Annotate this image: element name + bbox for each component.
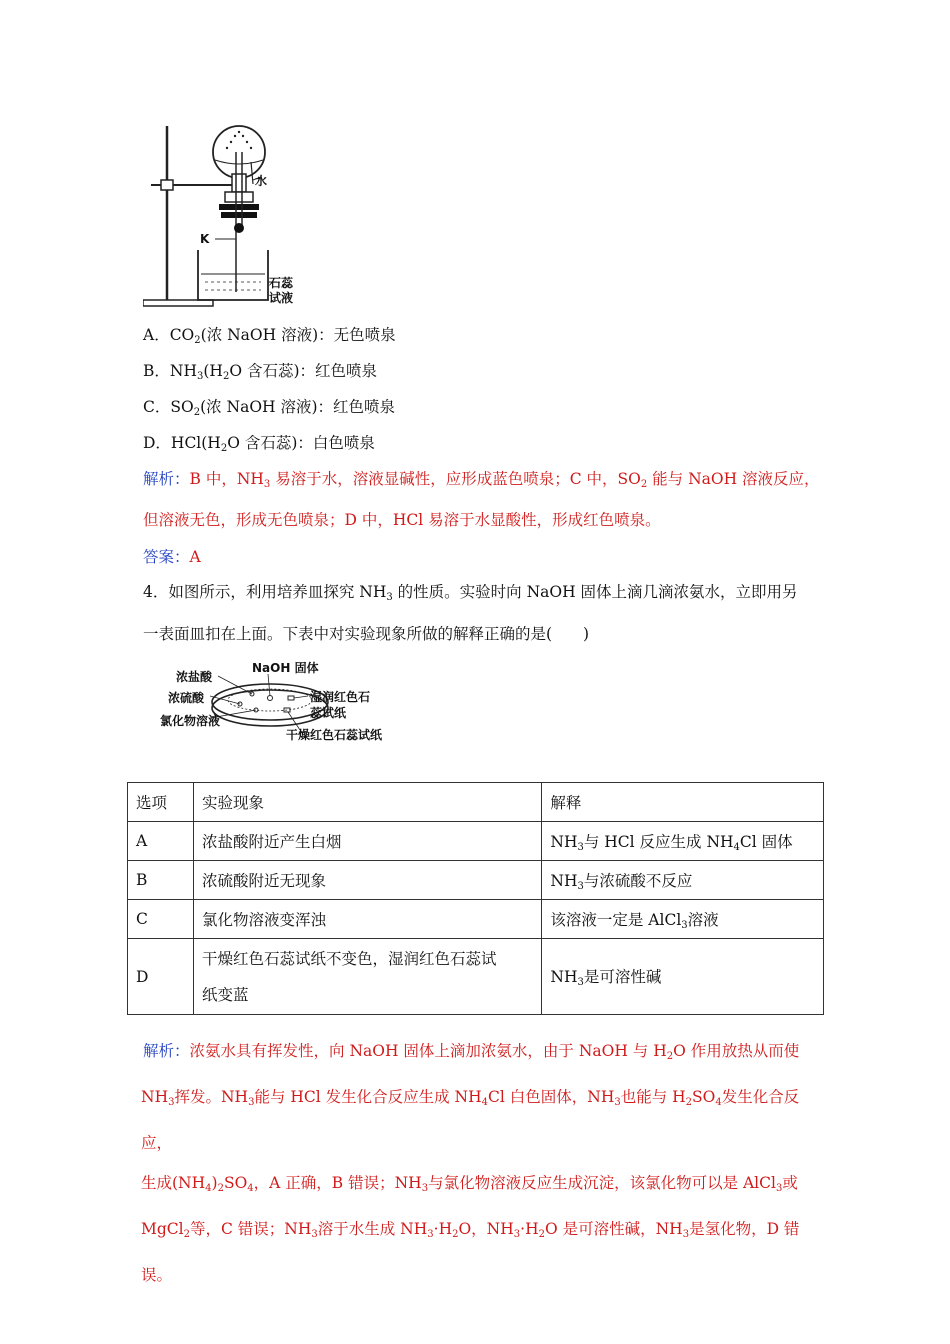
table-row xyxy=(128,900,824,939)
label-naoh-solid: NaOH 固体 xyxy=(252,661,319,675)
options-table xyxy=(127,782,824,1015)
q4-stem-line2: 一表面皿扣在上面。下表中对实验现象所做的解释正确的是( ) xyxy=(143,625,590,643)
row-phenomenon: 氯化物溶液变浑浊 xyxy=(193,900,541,939)
label-wet-litmus-1: 湿润红色石 xyxy=(310,690,371,704)
table-row xyxy=(128,939,824,1015)
label-litmus-2: 试液 xyxy=(269,291,294,305)
q4-analysis-line3: 生成$(NH_4)_2SO_4$，A 正确，B 错误；$NH_3$与氯化物溶液反应生成沉淀，该氯化物可以是 AlCl$_3$或 xyxy=(141,1174,798,1194)
row-phenomenon: 干燥红色石蕊试纸不变色，湿润红色石蕊试 纸变蓝 xyxy=(193,939,541,1015)
table-row xyxy=(128,861,824,900)
label-chloride-solution: 氯化物溶液 xyxy=(160,714,221,728)
label-conc-hcl: 浓盐酸 xyxy=(176,670,213,684)
label-k: K xyxy=(200,232,210,246)
option-c: C．$SO_2$(浓 NaOH 溶液)：红色喷泉 xyxy=(143,398,396,418)
row-explanation: $NH_3$与浓硫酸不反应 xyxy=(542,861,824,900)
row-option: A xyxy=(128,822,194,861)
row-option: D xyxy=(128,939,194,1015)
fountain-apparatus-figure xyxy=(143,122,313,307)
q3-analysis-line2: 但溶液无色，形成无色喷泉；D 中，HCl 易溶于水显酸性，形成红色喷泉。 xyxy=(143,511,661,529)
header-explanation: 解释 xyxy=(542,783,824,822)
row-option: B xyxy=(128,861,194,900)
label-conc-h2so4: 浓硫酸 xyxy=(168,691,205,705)
option-a: A．$CO_2$(浓 NaOH 溶液)：无色喷泉 xyxy=(143,326,396,346)
label-water: 水 xyxy=(255,174,268,188)
row-explanation: $NH_3$与 HCl 反应生成 $NH_4Cl$ 固体 xyxy=(542,822,824,861)
petri-dish-figure xyxy=(160,656,400,746)
row-explanation: 该溶液一定是 AlCl$_3$溶液 xyxy=(542,900,824,939)
q3-analysis-line1: 解析：B 中，$NH_3$ 易溶于水，溶液显碱性，应形成蓝色喷泉；C 中，$SO_2$ 能与 NaOH 溶液反应， xyxy=(143,470,820,490)
q4-stem-line1: 4．如图所示，利用培养皿探究 $NH_3$ 的性质。实验时向 NaOH 固体上滴几滴浓氨水，立即用另 xyxy=(143,583,798,603)
q4-analysis-line1: 解析：浓氨水具有挥发性，向 NaOH 固体上滴加浓氨水，由于 NaOH 与 $H_2O$ 作用放热从而使 xyxy=(143,1042,800,1062)
row-option: C xyxy=(128,900,194,939)
header-option: 选项 xyxy=(128,783,194,822)
q4-analysis xyxy=(143,1031,813,1295)
row-phenomenon: 浓盐酸附近产生白烟 xyxy=(193,822,541,861)
label-litmus-1: 石蕊 xyxy=(269,276,294,290)
q3-answer: 答案：A xyxy=(143,548,201,566)
option-b: B．$NH_3(H_2O$ 含石蕊)：红色喷泉 xyxy=(143,362,377,382)
row-explanation: $NH_3$是可溶性碱 xyxy=(542,939,824,1015)
label-wet-litmus-2: 蕊试纸 xyxy=(310,706,347,720)
q4-analysis-line2: $NH_3$挥发。$NH_3$能与 HCl 发生化合反应生成 $NH_4Cl$ 白色固体，$NH_3$也能与 $H_2SO_4$发生化合反应， xyxy=(141,1088,800,1152)
option-d: D．$HCl(H_2O$ 含石蕊)：白色喷泉 xyxy=(143,434,375,454)
table-header-row xyxy=(128,783,824,822)
label-dry-litmus: 干燥红色石蕊试纸 xyxy=(286,728,383,742)
row-phenomenon: 浓硫酸附近无现象 xyxy=(193,861,541,900)
table-row xyxy=(128,822,824,861)
q4-analysis-line4: MgCl$_2$等，C 错误；$NH_3$溶于水生成 $NH_3\cdot H_2O$，$NH_3\cdot H_2O$ 是可溶性碱，$NH_3$是氢化物，D 错误。 xyxy=(141,1220,800,1284)
header-phenomenon: 实验现象 xyxy=(193,783,541,822)
